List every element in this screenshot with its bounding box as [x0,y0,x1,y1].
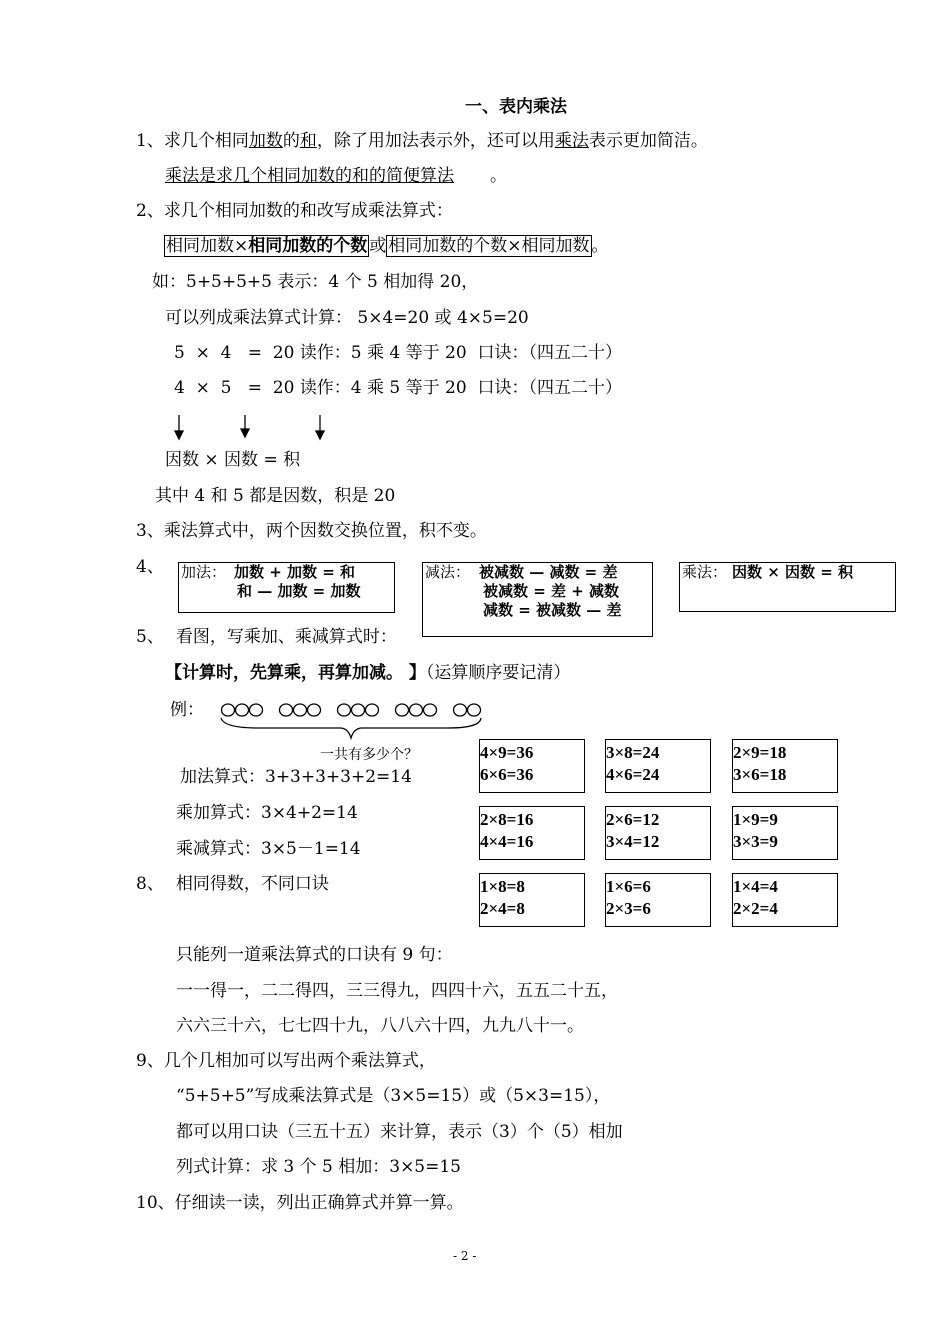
calc-line: 2×6=12 [606,810,660,829]
section-5-line [136,626,397,648]
calc-line: 6×6=36 [480,765,534,784]
s5-add-expression: 加法算式：3+3+3+3+2=14 [180,767,412,787]
s5-rule-note: （运算顺序要记清） [425,663,571,683]
addition-box [178,562,395,613]
calc-box [479,806,585,860]
calc-line: 2×3=6 [606,899,651,918]
calc-box [732,806,838,860]
s1-definition [165,165,454,187]
s5-text: 看图，写乘加、乘减算式时： [175,627,397,647]
s1-underline-sum: 和 [299,131,317,151]
section-4-number: 4、 [136,557,164,577]
calc-box [479,739,585,793]
s10-text: 仔细读一读，列出正确算式并算一算。 [174,1193,464,1213]
calc-line: 4×6=24 [606,765,660,784]
calc-box [605,739,711,793]
calc-line: 1×6=6 [606,877,651,896]
section-3-line [136,520,487,542]
s3-text: 乘法算式中，两个因数交换位置，积不变。 [163,521,487,541]
s2-formula-box-2: 相同加数的个数×相同加数 [388,236,590,256]
s1-definition-period: 。 [490,166,507,186]
section-8-number: 8、 [136,874,164,894]
section-5-number: 5、 [136,627,164,647]
calc-line: 3×4=12 [606,832,660,851]
multiplication-box [679,562,896,612]
subtraction-formula-3: 减数 = 被减数 — 差 [483,601,622,619]
s2-box1-b: 相同加数的个数 [248,236,368,256]
calc-line: 3×3=9 [733,832,778,851]
addition-formula-2: 和 — 加数 = 加数 [237,582,361,600]
s8-line-1: 只能列一道乘法算式的口诀有 9 句： [176,945,453,965]
s2-formula-line [164,235,609,257]
s2-formula-box-1 [164,235,369,257]
calc-line: 3×6=18 [733,765,787,784]
addition-label: 加法： [181,563,227,581]
s5-question: 一共有多少个？ [320,747,418,763]
s2-example-4: 4 × 5 = 20 读作：4 乘 5 等于 20 口诀：（四五二十） [174,378,622,398]
calc-box [732,873,838,927]
s1-text-e: ，除了用加法表示外，还可以用 [316,131,555,151]
calc-line: 3×8=24 [606,743,660,762]
calc-line: 4×4=16 [480,832,534,851]
calc-line: 2×9=18 [733,743,787,762]
calc-line: 1×9=9 [733,810,778,829]
s2-example-6: 其中 4 和 5 都是因数，积是 20 [155,486,396,506]
s2-example-2: 可以列成乘法算式计算： 5×4=20 或 4×5=20 [165,308,529,328]
calc-box [479,873,585,927]
s8-line-3: 六六三十六，七七四十九，八八六十四，九九八十一。 [176,1016,584,1036]
s2-example-1: 如：5+5+5+5 表示：4 个 5 相加得 20， [152,272,479,292]
s9-line-2: 都可以用口诀（三五十五）来计算，表示（3）个（5）相加 [176,1122,623,1142]
s2-end: 。 [591,236,609,256]
s2-box1-a: 相同加数× [166,236,249,256]
subtraction-formula-2: 被减数 = 差 + 减数 [483,582,620,600]
s1-underline-multiplication: 乘法 [554,131,589,151]
s2-or: 或 [369,236,387,256]
s9-line-1: “5+5+5”写成乘法算式是（3×5=15）或（5×3=15）， [176,1086,611,1106]
s5-mulsub-expression: 乘减算式：3×5－1=14 [176,839,361,859]
s1-text-c: 的 [282,131,300,151]
section-2-line [136,200,453,222]
s1-text-g: 表示更加简洁。 [588,131,708,151]
down-arrows-icon [170,413,340,443]
s1-text-a: 求几个相同 [163,131,249,151]
s2-example-5: 因数 × 因数 = 积 [165,450,301,470]
calc-box [605,806,711,860]
s5-rule-bold: 【计算时，先算乘，再算加减。 】 [165,663,426,683]
s8-line-2: 一一得一，二二得四，三三得九，四四十六，五五二十五， [176,981,618,1001]
section-3-number: 3、 [136,521,164,541]
s8-text: 相同得数，不同口诀 [175,874,329,894]
calc-line: 2×2=4 [733,899,778,918]
s5-example-label: 例： [170,700,204,720]
s1-underline-addend: 加数 [248,131,283,151]
multiplication-formula: 因数 × 因数 = 积 [732,563,854,581]
section-10-line [136,1192,464,1214]
section-8-line [136,873,329,895]
multiplication-label: 乘法： [682,563,728,581]
section-10-number: 10、 [136,1193,175,1213]
calc-box [605,873,711,927]
s5-muladd-expression: 乘加算式：3×4+2=14 [176,803,358,823]
s2-example-3: 5 × 4 = 20 读作：5 乘 4 等于 20 口诀：（四五二十） [174,343,622,363]
page-title: 一、表内乘法 [465,97,567,117]
calc-line: 1×4=4 [733,877,778,896]
section-9-number: 9、 [136,1051,164,1071]
section-9-line [136,1050,436,1072]
calc-line: 4×9=36 [480,743,534,762]
section-1-line [136,130,708,152]
subtraction-box [422,562,653,637]
s2-text: 求几个相同加数的和改写成乘法算式： [163,201,453,221]
s9-line-3: 列式计算：求 3 个 5 相加：3×5=15 [176,1157,461,1177]
s5-rule-line [165,662,570,684]
calc-line: 2×4=8 [480,899,525,918]
addition-formula-1: 加数 + 加数 = 和 [234,563,356,581]
circle-groups-figure [218,698,488,748]
calc-box [732,739,838,793]
s1-definition-text: 乘法是求几个相同加数的和的简便算法 [165,166,454,186]
subtraction-formula-1: 被减数 — 减数 = 差 [479,563,618,581]
page-number: - 2 - [453,1249,477,1263]
subtraction-label: 减法： [425,563,471,581]
section-1-number: 1、 [136,131,164,151]
section-2-number: 2、 [136,201,164,221]
s9-text: 几个几相加可以写出两个乘法算式， [163,1051,436,1071]
calc-line: 2×8=16 [480,810,534,829]
calc-line: 1×8=8 [480,877,525,896]
